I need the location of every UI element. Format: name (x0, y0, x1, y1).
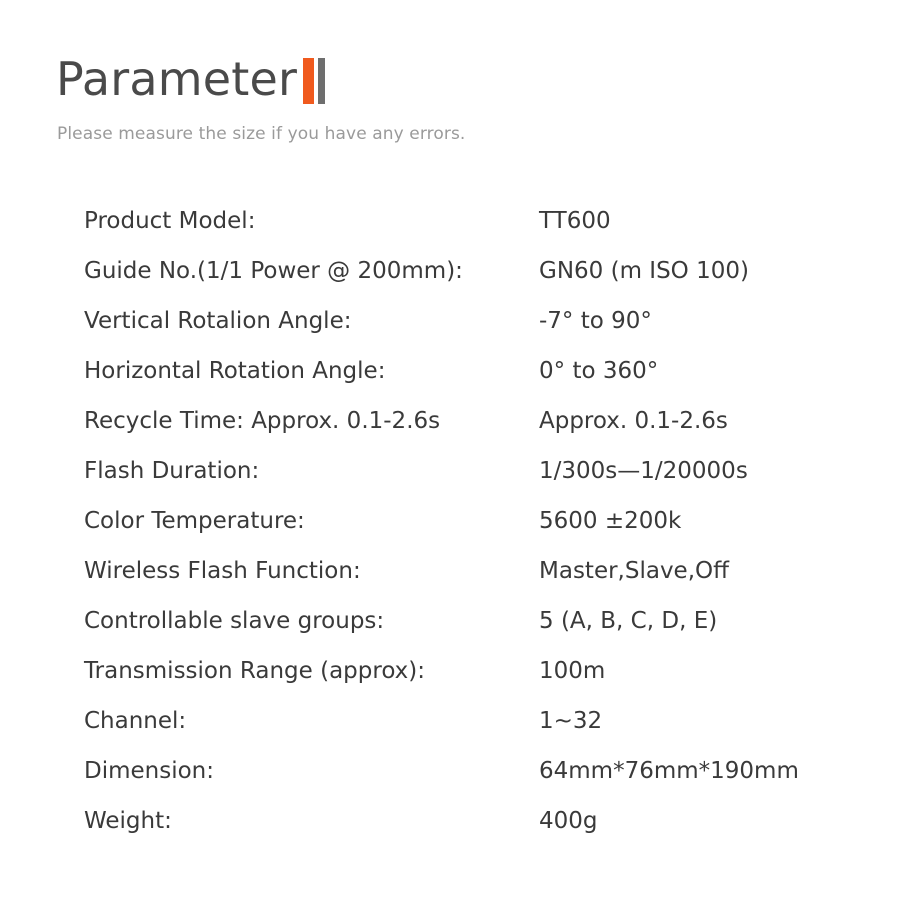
spec-label: Flash Duration: (84, 458, 260, 484)
spec-value: 400g (539, 808, 598, 834)
spec-value: GN60 (m ISO 100) (539, 258, 749, 284)
page-header (56, 52, 325, 106)
table-row (84, 608, 844, 658)
spec-label: Wireless Flash Function: (84, 558, 361, 584)
spec-value: 0° to 360° (539, 358, 659, 384)
spec-value: 100m (539, 658, 606, 684)
table-row (84, 358, 844, 408)
specifications-table (84, 208, 844, 858)
spec-value: 5600 ±200k (539, 508, 682, 534)
spec-value: Approx. 0.1-2.6s (539, 408, 728, 434)
table-row (84, 458, 844, 508)
table-row (84, 208, 844, 258)
spec-label: Weight: (84, 808, 172, 834)
spec-label: Dimension: (84, 758, 215, 784)
accent-bar-gray (318, 58, 325, 104)
spec-label: Vertical Rotalion Angle: (84, 308, 352, 334)
spec-label: Horizontal Rotation Angle: (84, 358, 386, 384)
spec-label: Controllable slave groups: (84, 608, 385, 634)
spec-value: Master,Slave,Off (539, 558, 729, 584)
table-row (84, 558, 844, 608)
spec-label: Channel: (84, 708, 187, 734)
header-accent-bars (303, 58, 325, 104)
page-title: Parameter (56, 52, 298, 106)
spec-value: 5 (A, B, C, D, E) (539, 608, 718, 634)
spec-label: Transmission Range (approx): (84, 658, 426, 684)
accent-bar-orange (303, 58, 314, 104)
table-row (84, 258, 844, 308)
spec-value: -7° to 90° (539, 308, 652, 334)
spec-value: 64mm*76mm*190mm (539, 758, 799, 784)
table-row (84, 408, 844, 458)
table-row (84, 808, 844, 858)
spec-label: Recycle Time: Approx. 0.1-2.6s (84, 408, 441, 434)
table-row (84, 708, 844, 758)
table-row (84, 758, 844, 808)
spec-label: Color Temperature: (84, 508, 305, 534)
spec-label: Product Model: (84, 208, 256, 234)
spec-value: TT600 (539, 208, 611, 234)
page-subtitle: Please measure the size if you have any errors. (57, 124, 466, 144)
spec-label: Guide No.(1/1 Power @ 200mm): (84, 258, 463, 284)
table-row (84, 508, 844, 558)
table-row (84, 658, 844, 708)
spec-value: 1~32 (539, 708, 603, 734)
table-row (84, 308, 844, 358)
spec-value: 1/300s—1/20000s (539, 458, 748, 484)
